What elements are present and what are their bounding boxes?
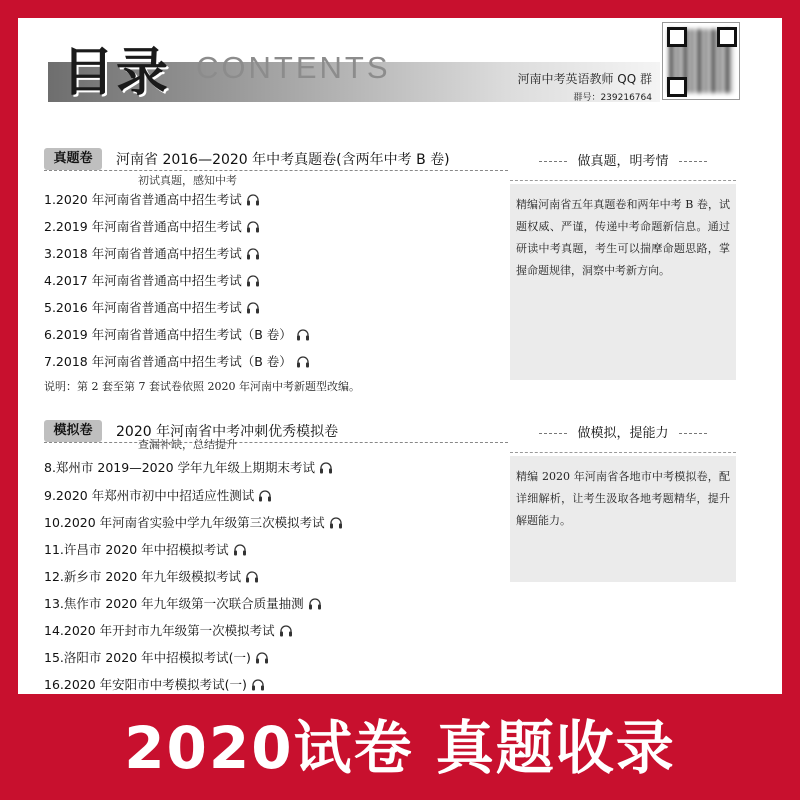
divider: [510, 452, 736, 453]
qq-group-number: 群号：239216764: [573, 93, 652, 103]
list-item[interactable]: 12.新乡市 2020 年九年级模拟考试: [44, 567, 259, 585]
headphones-icon[interactable]: [246, 301, 260, 314]
list-item[interactable]: 7.2018 年河南省普通高中招生考试（B 卷）: [44, 352, 310, 370]
list-item[interactable]: 4.2017 年河南省普通高中招生考试: [44, 271, 260, 289]
page-title-en: CONTENTS: [196, 50, 391, 85]
list-item[interactable]: 8.郑州市 2019—2020 学年九年级上期期末考试: [44, 458, 333, 476]
headphones-icon[interactable]: [255, 651, 269, 664]
side-text: 精编 2020 年河南省各地市中考模拟卷，配详细解析，让考生汲取各地考题精华，提升解题能力。: [516, 470, 730, 527]
headphones-icon[interactable]: [246, 274, 260, 287]
page-title: 目录: [62, 42, 171, 103]
headphones-icon[interactable]: [251, 678, 265, 691]
section-tag: 真题卷: [44, 148, 102, 170]
headphones-icon[interactable]: [319, 461, 333, 474]
qq-group-label: 河南中考英语教师 QQ 群: [517, 72, 652, 86]
headphones-icon[interactable]: [246, 193, 260, 206]
headphones-icon[interactable]: [329, 516, 343, 529]
list-item[interactable]: 2.2019 年河南省普通高中招生考试: [44, 217, 260, 235]
section-subtitle: 查漏补缺，总结提升: [138, 438, 237, 451]
side-heading: 做模拟，提能力: [510, 422, 736, 446]
headphones-icon[interactable]: [296, 355, 310, 368]
headphones-icon[interactable]: [279, 624, 293, 637]
section-subtitle: 初试真题，感知中考: [138, 174, 237, 187]
list-item[interactable]: 9.2020 年郑州市初中中招适应性测试: [44, 486, 272, 504]
side-panel: [510, 184, 736, 380]
list-item[interactable]: 10.2020 年河南省实验中学九年级第三次模拟考试: [44, 513, 343, 531]
section-note: 说明：第 2 套至第 7 套试卷依照 2020 年河南中考新题型改编。: [44, 380, 360, 393]
list-item[interactable]: 14.2020 年开封市九年级第一次模拟考试: [44, 621, 293, 639]
section-tag: 模拟卷: [44, 420, 102, 442]
headphones-icon[interactable]: [296, 328, 310, 341]
headphones-icon[interactable]: [308, 597, 322, 610]
list-item[interactable]: 15.洛阳市 2020 年中招模拟考试(一): [44, 648, 269, 666]
list-item[interactable]: 16.2020 年安阳市中考模拟考试(一): [44, 675, 265, 693]
headphones-icon[interactable]: [258, 489, 272, 502]
list-item[interactable]: 1.2020 年河南省普通高中招生考试: [44, 190, 260, 208]
qr-code-icon: [662, 22, 740, 100]
section-title: 河南省 2016—2020 年中考真题卷(含两年中考 B 卷): [116, 152, 450, 168]
promo-banner: 2020试卷 真题收录: [124, 714, 676, 782]
side-panel: [510, 456, 736, 582]
list-item[interactable]: 11.许昌市 2020 年中招模拟考试: [44, 540, 247, 558]
headphones-icon[interactable]: [245, 570, 259, 583]
list-item[interactable]: 6.2019 年河南省普通高中招生考试（B 卷）: [44, 325, 310, 343]
headphones-icon[interactable]: [246, 220, 260, 233]
side-heading: 做真题，明考情: [510, 150, 736, 174]
divider: [44, 170, 508, 171]
headphones-icon[interactable]: [233, 543, 247, 556]
list-item[interactable]: 13.焦作市 2020 年九年级第一次联合质量抽测: [44, 594, 322, 612]
section-title: 2020 年河南省中考冲刺优秀模拟卷: [116, 424, 339, 440]
headphones-icon[interactable]: [246, 247, 260, 260]
divider: [510, 180, 736, 181]
side-text: 精编河南省五年真题卷和两年中考 B 卷，试题权威、严谨，传递中考命题新信息。通过研读中考真题，考生可以揣摩命题思路，掌握命题规律，洞察中考新方向。: [516, 198, 730, 277]
divider: [44, 442, 508, 443]
list-item[interactable]: 3.2018 年河南省普通高中招生考试: [44, 244, 260, 262]
list-item[interactable]: 5.2016 年河南省普通高中招生考试: [44, 298, 260, 316]
